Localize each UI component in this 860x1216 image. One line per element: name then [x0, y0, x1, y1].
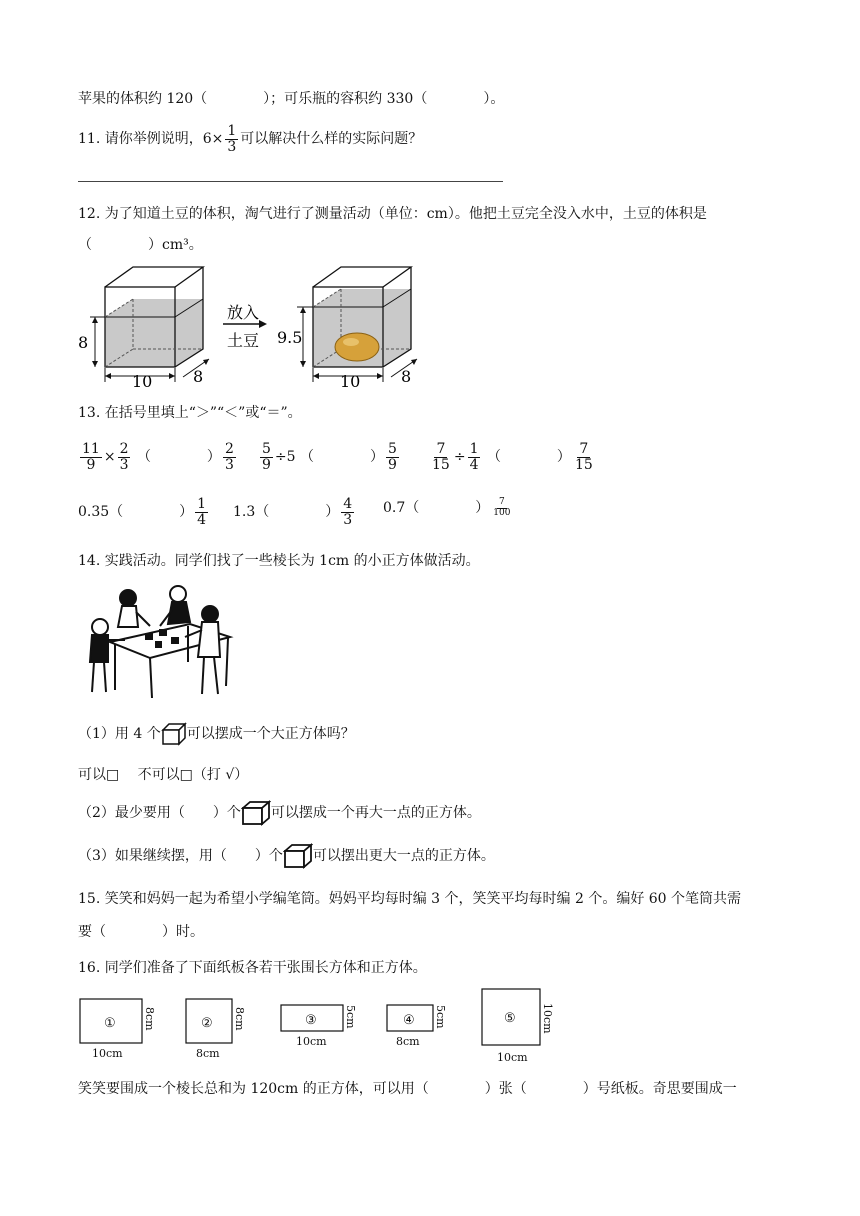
frac-den: 15 [574, 456, 593, 473]
q11-prefix: 11. 请你举例说明，6× [78, 131, 224, 148]
container1-height-label: 8 [78, 333, 89, 352]
answer-blank[interactable]: （ ） [300, 449, 385, 466]
board-3-height: 5cm [344, 1005, 357, 1029]
compare-left: 1.3（ ） [233, 504, 340, 521]
cube-icon [283, 843, 313, 869]
q12-line2: （ ）cm³。 [78, 237, 203, 253]
frac-num: 5 [388, 441, 397, 457]
answer-blank[interactable]: （ ） [486, 449, 571, 466]
q13-row2 [78, 497, 798, 541]
container1-width-label: 10 [132, 372, 153, 391]
container-before [78, 267, 209, 391]
q13-item-e [233, 497, 356, 527]
board-2-height: 8cm [233, 1007, 246, 1031]
board-3-width: 10cm [296, 1035, 327, 1048]
frac-num: 2 [119, 441, 129, 457]
board-5-width: 10cm [497, 1051, 528, 1064]
frac-den: 15 [432, 456, 450, 473]
board-4-width: 8cm [396, 1035, 420, 1048]
board-3-label: ③ [305, 1013, 317, 1028]
q14-p2-prefix: （2）最少要用（ ）个 [78, 805, 241, 821]
q11-fraction [225, 124, 238, 154]
board-4 [387, 1005, 447, 1048]
q15-line1: 15. 笑笑和妈妈一起为希望小学编笔筒。妈妈平均每时编 3 个，笑笑平均每时编 2 个。编好 60 个笔筒共需 [78, 891, 742, 907]
board-3 [281, 1005, 357, 1048]
board-2-width: 8cm [196, 1047, 220, 1060]
q16-title: 16. 同学们准备了下面纸板各若干张围长方体和正方体。 [78, 960, 427, 976]
q16-boards-figure [78, 985, 568, 1065]
board-1-height: 8cm [143, 1007, 156, 1031]
frac-den: 9 [262, 456, 271, 473]
q10-line: 苹果的体积约 120（ ）；可乐瓶的容积约 330（ ）。 [78, 91, 505, 107]
q13-item-d [78, 497, 210, 527]
frac-den: 3 [224, 456, 234, 473]
board-5-label: ⑤ [504, 1011, 516, 1026]
compare-left: 0.35（ ） [78, 504, 194, 521]
board-5 [482, 989, 554, 1064]
board-1-width: 10cm [92, 1047, 123, 1060]
board-2-label: ② [201, 1016, 213, 1031]
cube-icon [161, 722, 187, 746]
q14-choice[interactable]: 可以□ 不可以□（打 √） [78, 767, 249, 783]
frac-num: 11 [82, 441, 100, 457]
frac-den: 4 [197, 511, 207, 528]
board-1-label: ① [104, 1016, 116, 1031]
compare-left: 0.7（ ） [383, 500, 490, 516]
q13-item-c [428, 442, 597, 472]
q14-title: 14. 实践活动。同学们找了一些棱长为 1cm 的小正方体做活动。 [78, 553, 480, 569]
cube-icon [241, 800, 271, 826]
arrow-top-label: 放入 [227, 303, 260, 322]
frac-num: 7 [498, 497, 505, 508]
answer-blank[interactable]: （ ） [136, 449, 221, 466]
container1-depth-label: 8 [193, 367, 204, 386]
children-playing-illustration [80, 582, 245, 702]
frac-den: 3 [119, 456, 129, 473]
q13-item-b [258, 442, 401, 472]
board-4-height: 5cm [434, 1005, 447, 1029]
frac-den: 4 [469, 456, 479, 473]
q14-p3-suffix: 可以摆出更大一点的正方体。 [312, 848, 495, 864]
frac-num: 5 [262, 441, 271, 457]
q11-frac-num: 1 [227, 123, 237, 139]
board-2 [186, 999, 246, 1060]
q14-part2 [78, 800, 481, 826]
board-4-label: ④ [403, 1013, 415, 1028]
frac-den: 9 [388, 456, 397, 473]
q13-item-a [78, 442, 238, 472]
container2-width-label: 10 [340, 372, 361, 391]
frac-num: 2 [224, 441, 234, 457]
frac-den: 3 [343, 511, 353, 528]
frac-num: 1 [197, 496, 207, 512]
operator: ÷5 [274, 449, 296, 466]
q14-p1-prefix: （1）用 4 个 [78, 726, 161, 742]
q11-question [78, 124, 422, 154]
container2-depth-label: 8 [401, 367, 412, 386]
frac-den: 100 [493, 507, 511, 518]
q15-line2: 要（ ）时。 [78, 924, 204, 940]
q12-figure [75, 262, 435, 392]
container-after [277, 267, 417, 391]
q14-part3 [78, 843, 495, 869]
q11-suffix: 可以解决什么样的实际问题？ [240, 131, 423, 148]
frac-num: 1 [469, 441, 479, 457]
q13-title: 13. 在括号里填上“＞”“＜”或“＝”。 [78, 405, 302, 421]
container2-height-label: 9.5 [277, 328, 303, 347]
board-5-height: 10cm [541, 1003, 554, 1034]
frac-num: 4 [343, 496, 353, 512]
q13-row1 [78, 442, 798, 486]
q11-frac-den: 3 [227, 138, 237, 155]
board-1 [80, 999, 156, 1060]
q14-p2-suffix: 可以摆成一个再大一点的正方体。 [270, 805, 481, 821]
operator: ÷ [453, 449, 466, 466]
put-in-arrow [223, 303, 267, 350]
q12-line1: 12. 为了知道土豆的体积，淘气进行了测量活动（单位：cm）。他把土豆完全没入水中，土豆的体积是 [78, 206, 707, 222]
q11-answer-line [78, 181, 503, 182]
q13-item-f [383, 497, 514, 518]
q14-part1 [78, 722, 355, 746]
operator: × [103, 449, 116, 466]
frac-den: 9 [86, 456, 96, 473]
q14-p1-suffix: 可以摆成一个大正方体吗？ [186, 726, 355, 742]
arrow-bottom-label: 土豆 [227, 331, 260, 350]
q16-last-line: 笑笑要围成一个棱长总和为 120cm 的正方体，可以用（ ）张（ ）号纸板。奇思要围成一 [78, 1081, 737, 1097]
frac-num: 7 [579, 441, 589, 457]
q14-p3-prefix: （3）如果继续摆，用（ ）个 [78, 848, 283, 864]
potato-icon [335, 333, 379, 361]
frac-num: 7 [436, 441, 446, 457]
